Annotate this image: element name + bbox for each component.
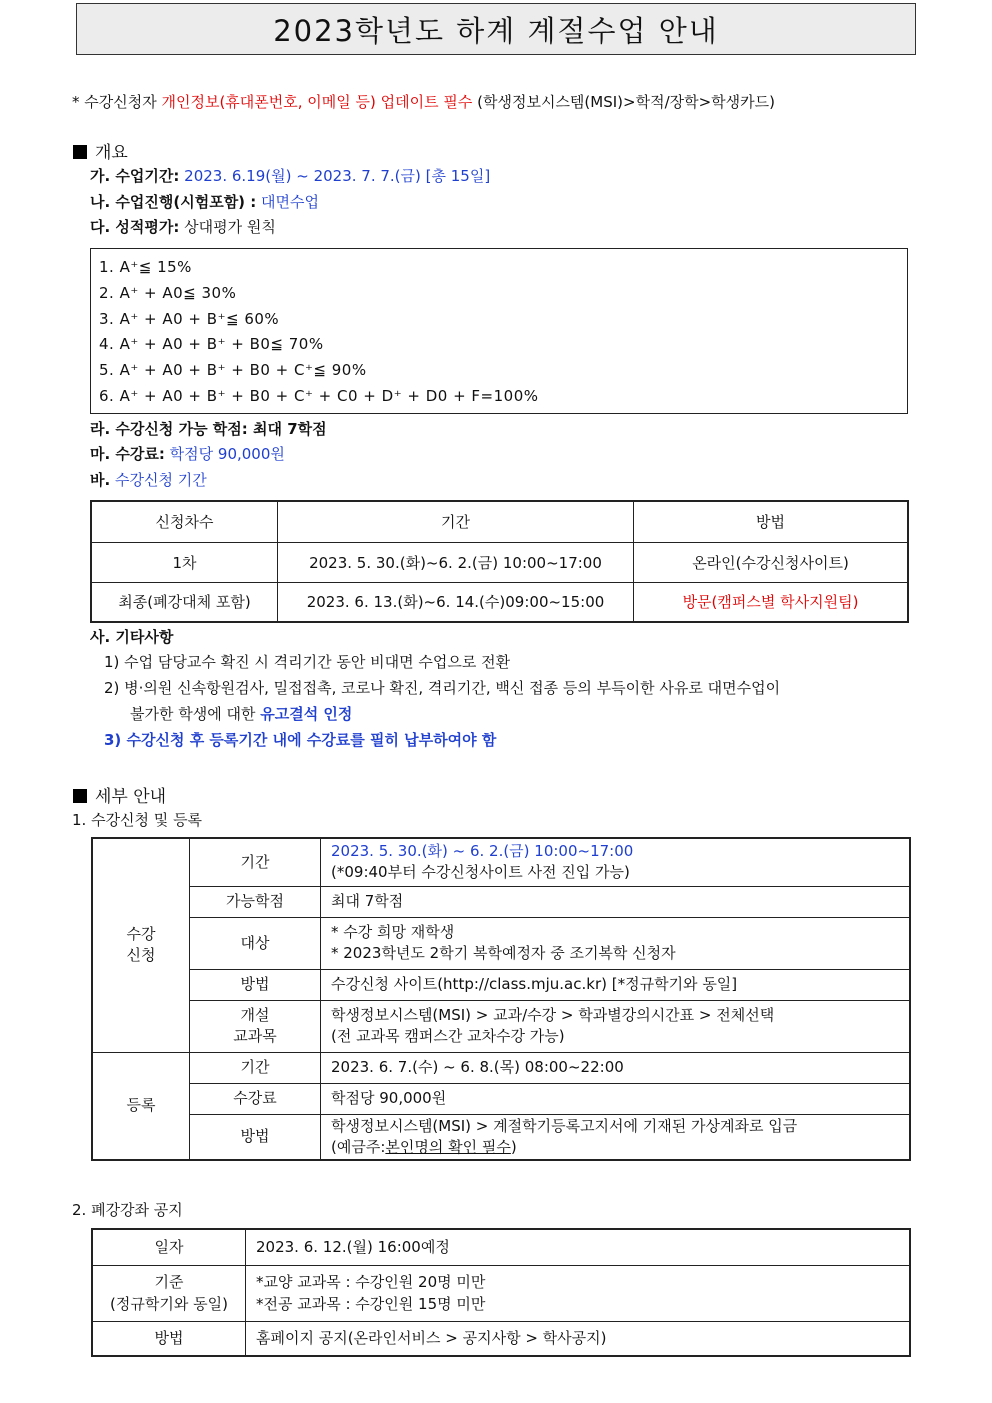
row-label: 기간 [190, 1052, 321, 1083]
grade-rule: 2. A⁺ + A0≦ 30% [99, 283, 237, 302]
table-row [92, 1000, 910, 1052]
row-value: 홈페이지 공지(온라인서비스 > 공지사항 > 학사공지) [246, 1321, 911, 1356]
etc-item-3: 3) 수강신청 후 등록기간 내에 수강료를 필히 납부하여야 함 [104, 731, 497, 749]
row-label: 방법 [190, 969, 321, 1000]
etc-heading: 사. 기타사항 [90, 628, 174, 646]
table-row [92, 1052, 910, 1083]
etc-item-2-cont [130, 703, 352, 724]
notice-suffix: (학생정보시스템(MSI)>학적/장학>학생카드) [477, 93, 775, 111]
na-value: 대면수업 [261, 193, 320, 211]
row-label: 가능학점 [190, 886, 321, 917]
row-label: 대상 [190, 917, 321, 969]
square-bullet-icon [73, 145, 87, 159]
table-header-row [91, 501, 908, 542]
overview-ga [90, 165, 490, 186]
row-value [321, 838, 911, 886]
table-row [91, 542, 908, 582]
grade-distribution-box [90, 248, 908, 414]
overview-ba [90, 469, 207, 490]
row-value [246, 1265, 911, 1321]
etc-item-2-highlight: 유고결석 인정 [260, 705, 353, 723]
table-row [92, 1083, 910, 1114]
notice-line [72, 91, 775, 112]
value-line: (*09:40부터 수강신청사이트 사전 진입 가능) [331, 863, 630, 882]
notice-highlight: 개인정보(휴대폰번호, 이메일 등) 업데이트 필수 [161, 93, 473, 111]
row-value [321, 917, 911, 969]
row-label: 개설 교과목 [190, 1000, 321, 1052]
etc-item-2-prefix: 불가한 학생에 대한 [130, 705, 256, 723]
da-value: 상대평가 원칙 [184, 218, 276, 236]
table-cell: 온라인(수강신청사이트) [634, 542, 909, 582]
page-title: 2023학년도 하계 계절수업 안내 [76, 3, 916, 55]
overview-heading [73, 138, 128, 163]
etc-item-2: 2) 병·의원 신속항원검사, 밀접접촉, 코로나 확진, 격리기간, 백신 접종 등의 부득이한 사유로 대면수업이 [104, 679, 781, 697]
table-row [92, 1114, 910, 1160]
cancellation-table [91, 1228, 911, 1357]
row-label: 일자 [92, 1229, 246, 1265]
detail-heading-text: 세부 안내 [95, 787, 167, 807]
table-row [92, 886, 910, 917]
value-line: *전공 교과목 : 수강인원 15명 미만 [256, 1295, 486, 1313]
table-row [92, 838, 910, 886]
value-line: * 2023학년도 2학기 복학예정자 중 조기복학 신청자 [331, 944, 676, 962]
row-label: 방법 [190, 1114, 321, 1160]
etc-item-1: 1) 수업 담당교수 확진 시 격리기간 동안 비대면 수업으로 전환 [104, 653, 511, 671]
group-cell-application: 수강 신청 [92, 838, 190, 1052]
ma-value: 학점당 90,000원 [169, 445, 285, 463]
label-line: (정규학기와 동일) [110, 1295, 228, 1313]
overview-da [90, 216, 276, 237]
overview-na [90, 191, 319, 212]
table-header-cell: 신청차수 [91, 501, 278, 542]
grade-rule: 3. A⁺ + A0 + B⁺≦ 60% [99, 309, 280, 328]
overview-ra: 라. 수강신청 가능 학점: 최대 7학점 [90, 420, 327, 438]
table-row [92, 1265, 910, 1321]
table-cell: 방문(캠퍼스별 학사지원팀) [634, 582, 909, 622]
row-label: 기간 [190, 838, 321, 886]
row-value: 수강신청 사이트(http://class.mju.ac.kr) [*정규학기와 동일] [321, 969, 911, 1000]
value-line: *교양 교과목 : 수강인원 20명 미만 [256, 1273, 486, 1291]
ba-label: 바. [90, 471, 111, 489]
row-value: 학점당 90,000원 [321, 1083, 911, 1114]
row-value: 2023. 6. 7.(수) ~ 6. 8.(목) 08:00~22:00 [321, 1052, 911, 1083]
table-cell: 1차 [91, 542, 278, 582]
value-prefix: (예금주: [331, 1137, 386, 1156]
value-line: 학생정보시스템(MSI) > 계절학기등록고지서에 기재된 가상계좌로 입금 [331, 1116, 798, 1135]
notice-prefix: * 수강신청자 [72, 93, 157, 111]
grade-rule: 1. A⁺≦ 15% [99, 258, 192, 276]
row-label: 수강료 [190, 1083, 321, 1114]
group-cell-registration: 등록 [92, 1052, 190, 1160]
detail-sub-1: 1. 수강신청 및 등록 [72, 811, 203, 829]
row-label [92, 1265, 246, 1321]
value-suffix: ) [510, 1137, 517, 1156]
ga-value: 2023. 6.19(월) ~ 2023. 7. 7.(금) [총 15일] [184, 167, 491, 185]
grade-rule: 6. A⁺ + A0 + B⁺ + B0 + C⁺ + C0 + D⁺ + D0 + F=100% [99, 386, 539, 405]
grade-rule: 5. A⁺ + A0 + B⁺ + B0 + C⁺≦ 90% [99, 361, 367, 380]
table-row [91, 582, 908, 622]
value-line [331, 1137, 899, 1158]
grade-rule: 4. A⁺ + A0 + B⁺ + B0≦ 70% [99, 335, 324, 354]
application-period-table [90, 500, 909, 623]
value-line: * 수강 희망 재학생 [331, 923, 455, 941]
detail-heading [73, 782, 166, 807]
table-row [92, 917, 910, 969]
square-bullet-icon [73, 789, 87, 803]
table-row [92, 1321, 910, 1356]
detail-sub-2: 2. 폐강강좌 공지 [72, 1201, 183, 1219]
row-value [321, 1000, 911, 1052]
ba-value: 수강신청 기간 [114, 471, 207, 489]
da-label: 다. 성적평가: [90, 218, 180, 236]
row-value [321, 1114, 911, 1160]
table-row [92, 1229, 910, 1265]
table-cell: 2023. 6. 13.(화)~6. 14.(수)09:00~15:00 [278, 582, 634, 622]
value-line: 학생정보시스템(MSI) > 교과/수강 > 학과별강의시간표 > 전체선택 [331, 1006, 775, 1024]
table-header-cell: 기간 [278, 501, 634, 542]
table-header-cell: 방법 [634, 501, 909, 542]
row-value: 2023. 6. 12.(월) 16:00예정 [246, 1229, 911, 1265]
value-line: (전 교과목 캠퍼스간 교차수강 가능) [331, 1027, 565, 1045]
value-line: 2023. 5. 30.(화) ~ 6. 2.(금) 10:00~17:00 [331, 842, 634, 861]
row-label: 방법 [92, 1321, 246, 1356]
table-cell: 최종(폐강대체 포함) [91, 582, 278, 622]
label-line: 기준 [154, 1273, 184, 1291]
value-underline: 본인명의 확인 필수 [385, 1137, 511, 1156]
overview-ma [90, 443, 285, 464]
ga-label: 가. 수업기간: [90, 167, 180, 185]
ma-label: 마. 수강료: [90, 445, 165, 463]
registration-table [91, 837, 911, 1161]
table-cell: 2023. 5. 30.(화)~6. 2.(금) 10:00~17:00 [278, 542, 634, 582]
row-value: 최대 7학점 [321, 886, 911, 917]
na-label: 나. 수업진행(시험포함) : [90, 193, 257, 211]
overview-heading-text: 개요 [95, 143, 128, 163]
table-row [92, 969, 910, 1000]
